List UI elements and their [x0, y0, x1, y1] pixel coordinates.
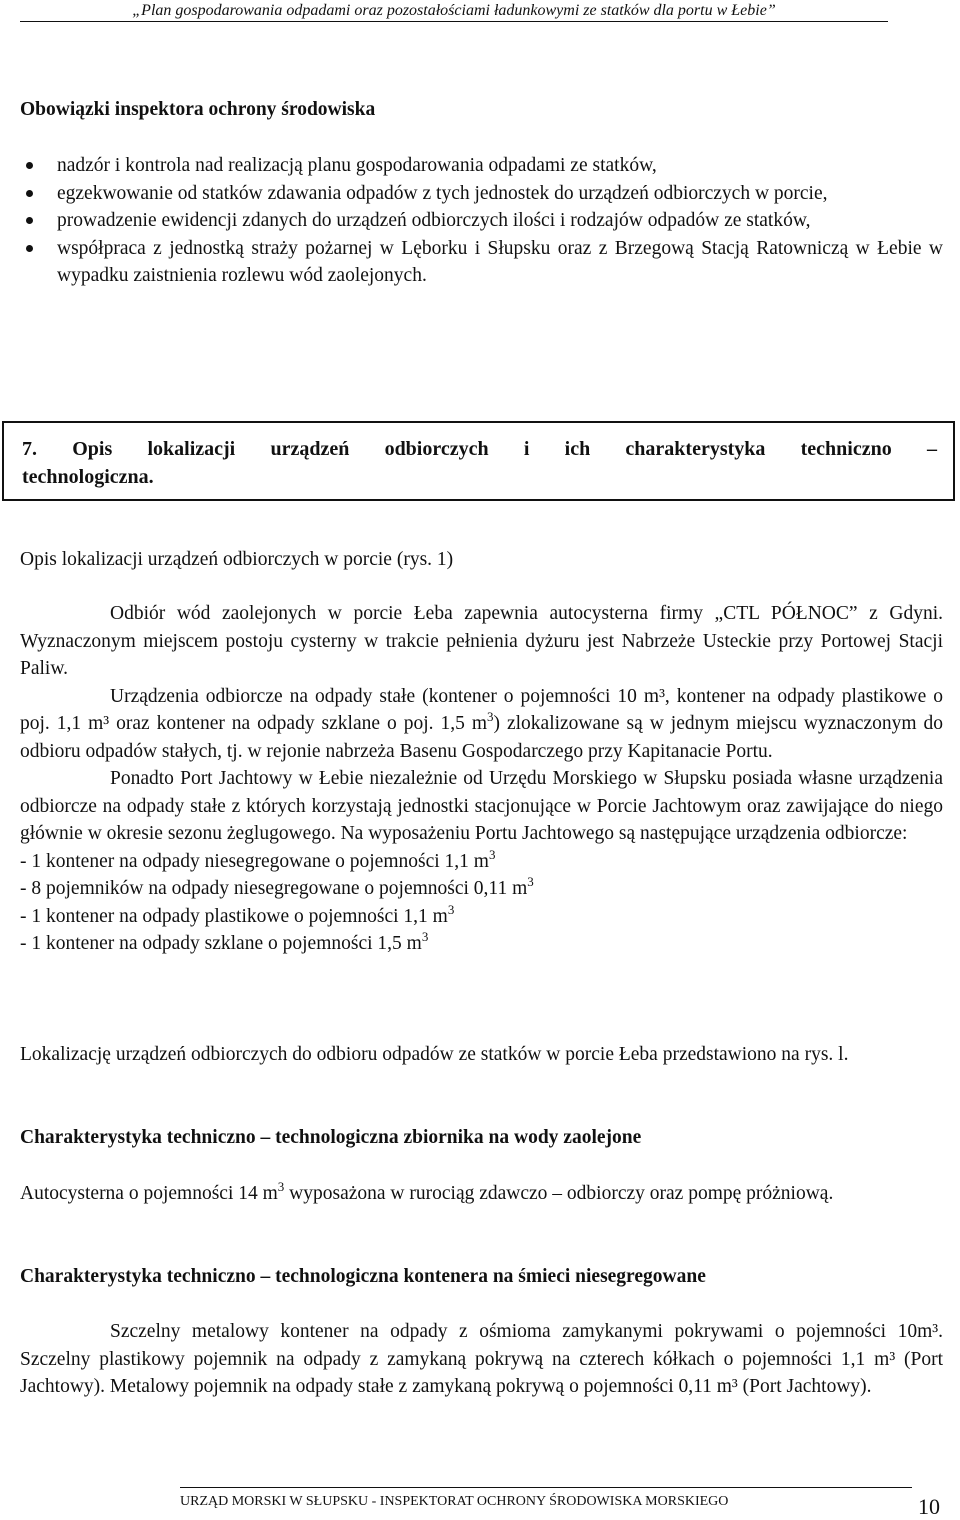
section-7-word: charakterystyka: [625, 438, 766, 460]
section-7-word: odbiorczych: [384, 438, 489, 460]
tank-text-b: wyposażona w rurociąg zdawczo – odbiorczy oraz pompę próżniową.: [284, 1183, 834, 1204]
bullet-icon: [26, 245, 33, 252]
superscript: 3: [487, 709, 494, 724]
duty-item-text: współpraca z jednostką straży pożarnej w Lęborku i Słupsku oraz z Brzegową Stacją Ratowniczą w Łebie w wypadku zaistnienia rozlewu wód zaolejonych.: [57, 237, 943, 286]
section-7-box: [2, 421, 955, 501]
bullet-icon: [26, 190, 33, 197]
solid-waste-text-a: Urządzenia odbiorcze na odpady stałe (kontener o pojemności 10 m³, kontener na odpady plastikowe o poj. 1,1 m³ oraz kontener na odpady szklane o poj. 1,5 m: [20, 685, 943, 734]
equipment-item-text: - 8 pojemników na odpady niesegregowane o pojemności 0,11 m: [20, 878, 528, 899]
location-heading: Opis lokalizacji urządzeń odbiorczych w porcie (rys. 1): [20, 549, 454, 570]
section-7-word: –: [926, 438, 937, 460]
section-7-word: lokalizacji: [147, 438, 236, 460]
equipment-item: [20, 930, 943, 958]
location-body: [20, 600, 943, 958]
bullet-icon: [26, 217, 33, 224]
section-7-title-line-2: technologiczna.: [22, 466, 154, 488]
duty-item-text: nadzór i kontrola nad realizacją planu gospodarowania odpadami ze statków,: [57, 155, 657, 176]
header-rule: [20, 21, 888, 22]
section-7-word: ich: [564, 438, 591, 460]
section-7-title-line-1: [22, 435, 937, 463]
superscript: 3: [447, 901, 455, 917]
running-header: „Plan gospodarowania odpadami oraz pozostałościami ładunkowymi ze statków dla portu w Łebie”: [132, 2, 776, 19]
oily-water-paragraph: Odbiór wód zaolejonych w porcie Łeba zapewnia autocysterna firmy „CTL PÓŁNOC” z Gdyni. Wyznaczonym miejscem postoju cysterny w trakcie pełnienia dyżuru jest Nabrzeże Usteckie przy Portowej Stacji Paliw.: [20, 603, 943, 679]
equipment-item: [20, 848, 943, 876]
footer-rule: [180, 1487, 912, 1488]
solid-waste-text-b: ) zlokalizowane są w jednym miejscu wyznaczonym do odbioru odpadów stałych, tj. w rejonie nabrzeża Basenu Gospodarczego przy Kapitanacie Portu.: [20, 713, 943, 762]
duties-heading: Obowiązki inspektora ochrony środowiska: [20, 99, 376, 120]
duty-item: [20, 235, 943, 290]
equipment-item: [20, 875, 943, 903]
superscript: 3: [488, 846, 496, 862]
superscript: 3: [527, 874, 534, 889]
page-number: 10: [918, 1494, 940, 1519]
section-7-word: i: [523, 438, 530, 460]
running-footer: URZĄD MORSKI W SŁUPSKU - INSPEKTORAT OCHRONY ŚRODOWISKA MORSKIEGO: [180, 1494, 729, 1509]
bullet-icon: [26, 162, 33, 169]
section-7-word: urządzeń: [270, 438, 350, 460]
duties-list: [20, 152, 943, 290]
section-7-word: Opis: [72, 438, 113, 460]
equipment-item: [20, 903, 943, 931]
duty-item: [20, 152, 943, 180]
duty-item: [20, 180, 943, 208]
section-7-word: techniczno: [800, 438, 892, 460]
tank-text-a: Autocysterna o pojemności 14 m: [20, 1183, 278, 1204]
section-7-title: [22, 435, 937, 491]
location-summary-paragraph: Lokalizację urządzeń odbiorczych do odbioru odpadów ze statków w porcie Łeba przedstawiono na rys. l.: [20, 1044, 849, 1065]
section-7-word: 7.: [22, 438, 37, 460]
duty-item: [20, 207, 943, 235]
tank-heading: Charakterystyka techniczno – technologiczna zbiornika na wody zaolejone: [20, 1127, 642, 1148]
yacht-port-paragraph: Ponadto Port Jachtowy w Łebie niezależnie od Urzędu Morskiego w Słupsku posiada własne urządzenia odbiorcze na odpady stałe z których korzystają jednostki stacjonujące w Porcie Jachtowym oraz zawijające do niego głównie w okresie sezonu żeglugowego. Na wyposażeniu Portu Jachtowego są następujące urządzenia odbiorcze:: [20, 768, 943, 844]
superscript: 3: [421, 929, 429, 944]
container-paragraph: Szczelny metalowy kontener na odpady z ośmioma zamykanymi pokrywami o pojemności 10m³. Szczelny plastikowy pojemnik na odpady z zamykaną pokrywą na czterech kółkach o pojemności 1,1 m³ (Port Jachtowy). Metalowy pojemnik na odpady stałe z zamykaną pokrywą o pojemności 0,11 m³ (Port Jachtowy).: [20, 1321, 943, 1397]
superscript: 3: [277, 1179, 285, 1194]
equipment-item-text: - 1 kontener na odpady szklane o pojemności 1,5 m: [20, 933, 422, 954]
solid-waste-paragraph: [20, 683, 943, 766]
equipment-item-text: - 1 kontener na odpady niesegregowane o pojemności 1,1 m: [20, 850, 489, 872]
tank-paragraph: [20, 1180, 943, 1208]
container-heading: Charakterystyka techniczno – technologiczna kontenera na śmieci niesegregowane: [20, 1266, 706, 1287]
duty-item-text: egzekwowanie od statków zdawania odpadów z tych jednostek do urządzeń odbiorczych w porcie,: [57, 182, 828, 204]
equipment-item-text: - 1 kontener na odpady plastikowe o pojemności 1,1 m: [20, 905, 448, 927]
duty-item-text: prowadzenie ewidencji zdanych do urządzeń odbiorczych ilości i rodzajów odpadów ze statków,: [57, 210, 811, 231]
